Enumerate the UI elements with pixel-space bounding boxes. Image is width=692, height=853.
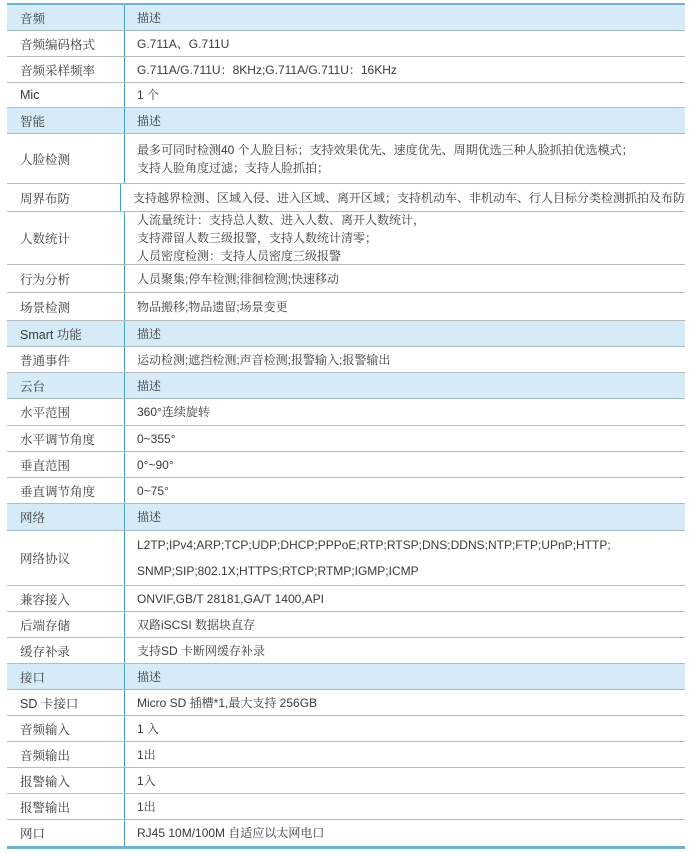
spec-value — [125, 399, 685, 425]
table-row — [7, 293, 685, 321]
spec-label: 后端存储 — [7, 612, 125, 637]
spec-value — [125, 820, 685, 846]
section-title: 音频 — [7, 5, 125, 30]
spec-value-line: 描述 — [137, 378, 162, 393]
spec-value-line: 支持滞留人数三级报警，支持人数统计清零； — [137, 231, 378, 245]
spec-value — [125, 83, 685, 107]
table-row — [7, 478, 685, 504]
spec-value-line: L2TP;IPv4;ARP;TCP;UDP;DHCP;PPPoE;RTP;RTSP;DNS;DDNS;NTP;FTP;UPnP;HTTP; — [137, 538, 611, 552]
spec-value-line: 1 个 — [137, 88, 160, 102]
spec-value-line: SNMP;SIP;802.1X;HTTPS;RTCP;RTMP;IGMP;ICMP — [137, 564, 419, 578]
table-row — [7, 83, 685, 108]
spec-value-line: 最多可同时检测40 个人脸目标；支持效果优先、速度优先、周期优选三种人脸抓拍优选模式； — [137, 142, 634, 157]
table-row — [7, 31, 685, 57]
spec-label: 报警输出 — [7, 794, 125, 819]
spec-label: 网络协议 — [7, 531, 125, 585]
table-row — [7, 184, 685, 212]
spec-value-line: Micro SD 插槽*1,最大支持 256GB — [137, 695, 318, 710]
table-row — [7, 265, 685, 293]
spec-label: 周界布防 — [7, 184, 121, 211]
spec-value-line: G.711A、G.711U — [137, 36, 230, 51]
section-title: Smart 功能 — [7, 321, 125, 346]
spec-value — [125, 478, 685, 503]
section-header-row — [7, 108, 685, 134]
table-row — [7, 399, 685, 426]
table-row — [7, 716, 685, 742]
spec-value-line: 描述 — [137, 669, 162, 684]
spec-label: 音频输出 — [7, 742, 125, 767]
spec-label: 场景检测 — [7, 293, 125, 320]
spec-value-line: 360°连续旋转 — [137, 405, 210, 419]
spec-value — [121, 184, 685, 211]
spec-value — [125, 742, 685, 767]
spec-label: 音频编码格式 — [7, 31, 125, 56]
spec-value-line: 支持越界检测、区域入侵、进入区域、离开区域；支持机动车、非机动车、行人目标分类检测抓拍及布防 — [132, 190, 685, 205]
section-title: 智能 — [7, 108, 125, 133]
spec-value-line: G.711A/G.711U：8KHz;G.711A/G.711U：16KHz — [137, 62, 397, 77]
section-title: 接口 — [7, 664, 125, 689]
spec-value — [125, 768, 685, 793]
spec-value — [125, 347, 685, 372]
spec-value — [125, 586, 685, 611]
spec-value-line: 人流量统计：支持总人数、进入人数、离开人数统计， — [137, 213, 426, 227]
spec-value-line: 1出 — [137, 747, 156, 762]
spec-value-line: 物品搬移;物品遗留;场景变更 — [137, 299, 288, 314]
spec-value — [125, 531, 685, 585]
table-row — [7, 57, 685, 83]
table-row — [7, 612, 685, 638]
spec-value — [125, 293, 685, 320]
spec-value — [125, 716, 685, 741]
section-title: 网络 — [7, 504, 125, 530]
spec-table — [7, 3, 685, 849]
spec-label: 垂直范围 — [7, 452, 125, 477]
table-row — [7, 212, 685, 265]
spec-label: 缓存补录 — [7, 638, 125, 663]
spec-value-line: 描述 — [137, 113, 162, 128]
spec-label: 人数统计 — [7, 212, 125, 264]
section-header-row — [7, 373, 685, 399]
table-row — [7, 347, 685, 373]
section-desc-header — [125, 5, 685, 30]
section-title: 云台 — [7, 373, 125, 398]
spec-value-line: 支持人脸角度过滤；支持人脸抓拍； — [137, 160, 330, 175]
section-desc-header — [125, 504, 685, 530]
spec-label: 兼容接入 — [7, 586, 125, 611]
table-row — [7, 742, 685, 768]
spec-value-line: RJ45 10M/100M 自适应以太网电口 — [137, 826, 325, 840]
spec-label: 普通事件 — [7, 347, 125, 372]
spec-label: 音频输入 — [7, 716, 125, 741]
spec-value-line: 0~355° — [137, 431, 176, 446]
section-desc-header — [125, 108, 685, 133]
spec-value — [125, 426, 685, 451]
spec-label: 垂直调节角度 — [7, 478, 125, 503]
spec-value — [125, 452, 685, 477]
spec-value-line: 运动检测;遮挡检测;声音检测;报警输入;报警输出 — [137, 352, 391, 367]
section-desc-header — [125, 373, 685, 398]
spec-value-line: 支持SD 卡断网缓存补录 — [137, 643, 266, 658]
spec-value — [125, 690, 685, 715]
spec-value-line: 人员聚集;停车检测;徘徊检测;快速移动 — [137, 271, 340, 286]
spec-value-line: 双路iSCSI 数据块直存 — [137, 617, 256, 632]
spec-value — [125, 212, 685, 264]
spec-value-line: 1 入 — [137, 721, 160, 736]
spec-label: 行为分析 — [7, 265, 125, 292]
spec-value-line: 人员密度检测：支持人员密度三级报警 — [137, 249, 342, 263]
table-row — [7, 134, 685, 184]
table-row — [7, 531, 685, 586]
spec-value-line: ONVIF,GB/T 28181,GA/T 1400,API — [137, 591, 324, 606]
spec-label: 水平调节角度 — [7, 426, 125, 451]
spec-label: Mic — [7, 83, 125, 107]
table-row — [7, 690, 685, 716]
spec-value-line: 0°~90° — [137, 457, 174, 472]
spec-value-line: 描述 — [137, 510, 162, 524]
section-desc-header — [125, 664, 685, 689]
spec-value-line: 0~75° — [137, 483, 169, 498]
table-row — [7, 638, 685, 664]
section-header-row — [7, 321, 685, 347]
section-desc-header — [125, 321, 685, 346]
spec-label: 人脸检测 — [7, 134, 125, 183]
spec-label: 水平范围 — [7, 399, 125, 425]
spec-value — [125, 265, 685, 292]
table-row — [7, 794, 685, 820]
section-header-row — [7, 664, 685, 690]
spec-value — [125, 134, 685, 183]
table-row — [7, 426, 685, 452]
section-header-row — [7, 5, 685, 31]
spec-label: SD 卡接口 — [7, 690, 125, 715]
spec-value-line: 描述 — [137, 326, 162, 341]
table-row — [7, 820, 685, 846]
spec-value-line: 描述 — [137, 10, 162, 25]
table-row — [7, 586, 685, 612]
spec-value-line: 1入 — [137, 773, 156, 788]
spec-value — [125, 31, 685, 56]
spec-label: 报警输入 — [7, 768, 125, 793]
spec-value-line: 1出 — [137, 799, 156, 814]
spec-value — [125, 794, 685, 819]
table-row — [7, 768, 685, 794]
spec-label: 音频采样频率 — [7, 57, 125, 82]
spec-label: 网口 — [7, 820, 125, 846]
table-row — [7, 452, 685, 478]
spec-value — [125, 57, 685, 82]
spec-value — [125, 638, 685, 663]
spec-value — [125, 612, 685, 637]
section-header-row — [7, 504, 685, 531]
